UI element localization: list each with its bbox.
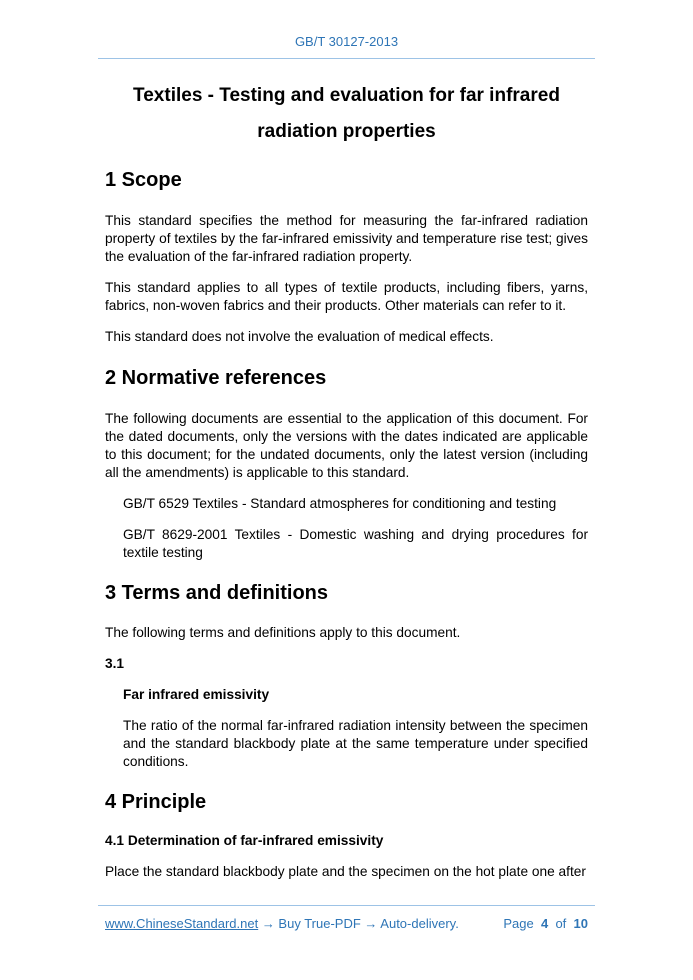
- scope-paragraph-3: This standard does not involve the evaluation of medical effects.: [105, 329, 494, 344]
- terms-clause-number: 3.1: [105, 656, 125, 671]
- normative-reference-1: GB/T 6529 Textiles - Standard atmospheres for conditioning and testing: [123, 496, 557, 511]
- scope-paragraph-2: This standard applies to all types of textile products, including fibers, yarns, fabrics, non-woven fabrics and their products. Other materials can refer to it.: [105, 280, 588, 313]
- current-page-number: 4: [540, 916, 549, 931]
- header-divider: [98, 58, 595, 59]
- term-definition: The ratio of the normal far-infrared radiation intensity between the specimen and the standard blackbody plate at the same temperature under specified conditions.: [123, 718, 588, 769]
- section-scope-heading: 1 Scope: [105, 169, 182, 191]
- page-footer: [105, 916, 588, 931]
- section-normative-heading: 2 Normative references: [105, 367, 327, 389]
- principle-sub-heading: 4.1 Determination of far-infrared emissivity: [105, 833, 384, 848]
- principle-paragraph-1: Place the standard blackbody plate and the specimen on the hot plate one after: [105, 864, 586, 879]
- document-title: [98, 78, 595, 150]
- total-pages-number: 10: [573, 916, 588, 931]
- title-line-2: radiation properties: [257, 121, 436, 142]
- title-line-1: Textiles - Testing and evaluation for far infrared: [133, 85, 560, 106]
- footer-promo-text: → Buy True-PDF → Auto-delivery.: [258, 916, 459, 931]
- footer-promo: [105, 916, 459, 931]
- page-label: Page: [503, 916, 534, 931]
- term-title: Far infrared emissivity: [123, 687, 270, 702]
- header-standard-code: GB/T 30127-2013: [294, 34, 399, 49]
- footer-divider: [98, 905, 595, 906]
- normative-paragraph-1: The following documents are essential to the application of this document. For the dated documents, only the versions with the dates indicated are applicable to this document; for the undated documents, only the latest version (including all the amendments) is applicable to this standard.: [105, 411, 588, 480]
- scope-paragraph-1: This standard specifies the method for measuring the far-infrared radiation property of textiles by the far-infrared emissivity and temperature rise test; gives the evaluation of the far-infrared radiation property.: [105, 213, 588, 264]
- page-number: [503, 916, 588, 931]
- terms-paragraph-1: The following terms and definitions apply to this document.: [105, 625, 461, 640]
- of-label: of: [555, 916, 567, 931]
- section-principle-heading: 4 Principle: [105, 791, 207, 813]
- document-body: [105, 164, 588, 881]
- chinese-standard-link[interactable]: www.ChineseStandard.net: [105, 916, 259, 931]
- normative-reference-2: GB/T 8629-2001 Textiles - Domestic washing and drying procedures for textile testing: [123, 527, 588, 560]
- section-terms-heading: 3 Terms and definitions: [105, 582, 328, 604]
